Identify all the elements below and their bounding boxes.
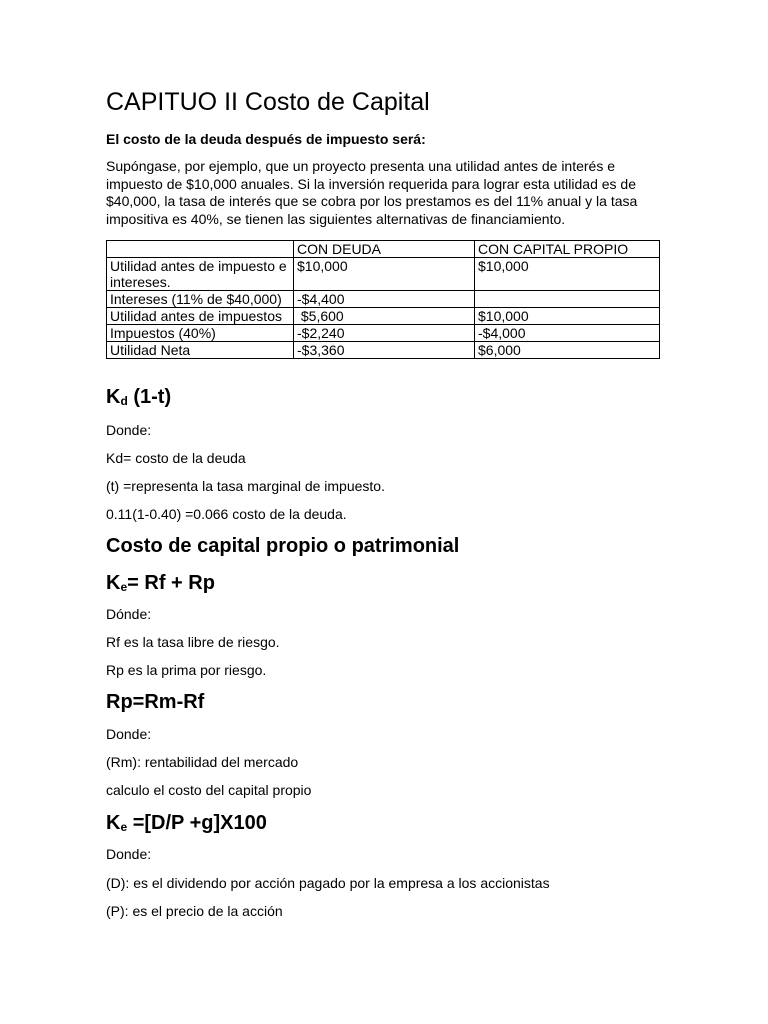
table-cell: Utilidad Neta — [107, 342, 294, 359]
table-cell: $5,600 — [294, 308, 475, 325]
table-row — [107, 258, 660, 291]
table-cell: -$4,000 — [475, 325, 660, 342]
rf-definition: Rf es la tasa libre de riesgo. — [106, 634, 280, 650]
kd-definition: Kd= costo de la deuda — [106, 450, 246, 466]
table-cell: Impuestos (40%) — [107, 325, 294, 342]
equity-cost-calc-note: calculo el costo del capital propio — [106, 782, 312, 798]
formula-ke2-sub: e — [120, 820, 128, 834]
table-cell: Intereses (11% de $40,000) — [107, 291, 294, 308]
formula-rp: Rp=Rm-Rf — [106, 691, 205, 713]
formula-ke-main: K — [106, 572, 121, 594]
dividend-definition: (D): es el dividendo por acción pagado por la empresa a los accionistas — [106, 875, 550, 891]
debt-cost-subheading: El costo de la deuda después de impuesto será: — [106, 131, 426, 147]
equity-cost-heading: Costo de capital propio o patrimonial — [106, 535, 460, 557]
table-cell: $6,000 — [475, 342, 660, 359]
table-cell: -$4,400 — [294, 291, 475, 308]
table-cell: Utilidad antes de impuestos — [107, 308, 294, 325]
table-cell: -$3,360 — [294, 342, 475, 359]
table-cell: $10,000 — [475, 258, 660, 291]
page-title: CAPITUO II Costo de Capital — [106, 88, 430, 116]
formula-ke-dividend — [106, 812, 267, 835]
rp-where-label: Donde: — [106, 726, 152, 742]
table-header-cell: CON DEUDA — [294, 241, 475, 258]
formula-ke-rest: = Rf + Rp — [127, 572, 215, 594]
intro-paragraph: Supóngase, por ejemplo, que un proyecto presenta una utilidad antes de interés e impuesto de $10,000 anuales. Si la inversión requerida para lograr esta utilidad es de $40,000, la tasa de interés que se cobra por los prestamos es del 11% anual y la tasa impositiva es 40%, se tienen las siguientes alternativas de financiamiento. — [106, 158, 638, 227]
rm-definition: (Rm): rentabilidad del mercado — [106, 754, 299, 770]
formula-kd-rest: (1-t) — [127, 386, 172, 408]
rp-definition: Rp es la prima por riesgo. — [106, 662, 267, 678]
table-cell: Utilidad antes de impuesto e intereses. — [107, 258, 294, 291]
table-row — [107, 291, 660, 308]
ke2-where-label: Donde: — [106, 846, 152, 862]
table-header-cell — [107, 241, 294, 258]
kd-where-label: Donde: — [106, 422, 152, 438]
table-row — [107, 342, 660, 359]
table-cell: -$2,240 — [294, 325, 475, 342]
formula-kd-main: K — [106, 386, 121, 408]
formula-ke-sub: e — [120, 580, 128, 594]
table-row — [107, 308, 660, 325]
table-header-cell: CON CAPITAL PROPIO — [475, 241, 660, 258]
formula-ke2-rest: =[D/P +g]X100 — [127, 812, 267, 834]
price-definition: (P): es el precio de la acción — [106, 903, 283, 919]
financing-table — [106, 240, 660, 359]
table-cell: $10,000 — [475, 308, 660, 325]
ke-where-label: Dónde: — [106, 606, 152, 622]
table-cell — [475, 291, 660, 308]
table-cell: $10,000 — [294, 258, 475, 291]
table-row — [107, 325, 660, 342]
formula-kd-sub: d — [120, 394, 128, 408]
table-header-row — [107, 241, 660, 258]
formula-ke-capm — [106, 572, 215, 595]
formula-ke2-main: K — [106, 812, 121, 834]
tax-rate-definition: (t) =representa la tasa marginal de impuesto. — [106, 478, 385, 494]
kd-calculation: 0.11(1-0.40) =0.066 costo de la deuda. — [106, 506, 347, 522]
formula-kd — [106, 386, 171, 409]
